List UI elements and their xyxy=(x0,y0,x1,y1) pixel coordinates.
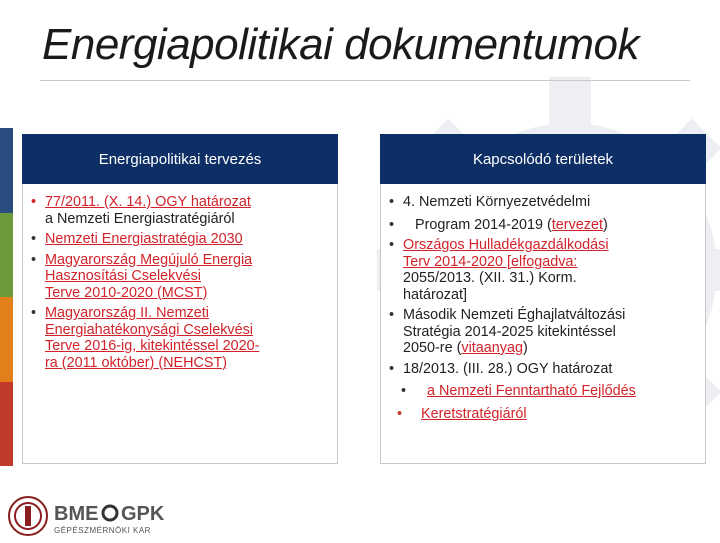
logo-graphic xyxy=(8,494,188,538)
list-item: • Program 2014-2019 (tervezet) xyxy=(389,216,608,233)
bme-gpk-logo xyxy=(8,494,188,543)
link-77-2011[interactable]: 77/2011. (X. 14.) OGY határozat xyxy=(45,194,251,210)
slide-title: Energiapolitikai dokumentumok xyxy=(42,20,639,69)
list-item: • 77/2011. (X. 14.) OGY határozat a Nemzeti Energiastratégiáról xyxy=(31,194,251,227)
list-item: • 4. Nemzeti Környezetvédelmi xyxy=(389,194,591,210)
link-tervezet[interactable]: tervezet xyxy=(551,216,603,233)
title-divider xyxy=(40,80,690,81)
list-item: • Nemzeti Energiastratégia 2030 xyxy=(31,231,243,247)
left-color-stripes xyxy=(0,128,13,466)
list-item: • Magyarország Megújuló Energia Hasznosítási Cselekvési Terve 2010-2020 (MCST) xyxy=(31,251,253,301)
right-panel-body xyxy=(380,184,706,464)
list-item: • Második Nemzeti Éghajlatváltozási Stratégia 2014-2025 kitekintéssel 2050-re (vitaanyag) xyxy=(389,307,626,356)
link-nemzeti-energiastrategia[interactable]: Nemzeti Energiastratégia 2030 xyxy=(45,231,243,247)
left-panel-body xyxy=(22,184,338,464)
list-item: • Magyarország II. Nemzeti Energiahatékonysági Cselekvési Terve 2016-ig, kitekintéssel 2020- ra (2011 október) (NEHCST) xyxy=(31,305,260,371)
list-item: • Országos Hulladékgazdálkodási Terv 2014-2020 [elfogadva: 2055/2013. (XII. 31.) Korm. határozat] xyxy=(389,237,609,303)
link-vitaanyag[interactable]: vitaanyag xyxy=(461,340,524,356)
link-fenntarthato-fejlodes[interactable]: a Nemzeti Fenntartható Fejlődés xyxy=(427,383,636,399)
list-item-continuation: a Nemzeti Energiastratégiáról xyxy=(45,210,235,227)
list-item: • a Nemzeti Fenntartható Fejlődés xyxy=(401,383,636,399)
svg-text:BME: BME xyxy=(54,503,99,525)
link-keretstrategia[interactable]: Keretstratégiáról xyxy=(421,405,527,422)
link-mcst[interactable]: Magyarország Megújuló Energia Hasznosítási Cselekvési Terve 2010-2020 (MCST) xyxy=(45,251,253,301)
list-item: • Keretstratégiáról xyxy=(397,405,527,422)
right-panel-header: Kapcsolódó területek xyxy=(380,134,706,184)
link-nehcst[interactable]: Magyarország II. Nemzeti Energiahatékonysági Cselekvési Terve 2016-ig, kitekintéssel 2020- ra (2011 október) (NEHCST) xyxy=(45,305,260,371)
left-panel-header: Energiapolitikai tervezés xyxy=(22,134,338,184)
link-hulladekgazdalkodasi-terv[interactable]: Országos Hulladékgazdálkodási Terv 2014-2020 [elfogadva: xyxy=(403,237,609,270)
svg-text:GÉPÉSZMÉRNÖKI KAR: GÉPÉSZMÉRNÖKI KAR xyxy=(54,526,151,535)
svg-text:GPK: GPK xyxy=(121,503,165,525)
list-item: • 18/2013. (III. 28.) OGY határozat xyxy=(389,360,613,377)
